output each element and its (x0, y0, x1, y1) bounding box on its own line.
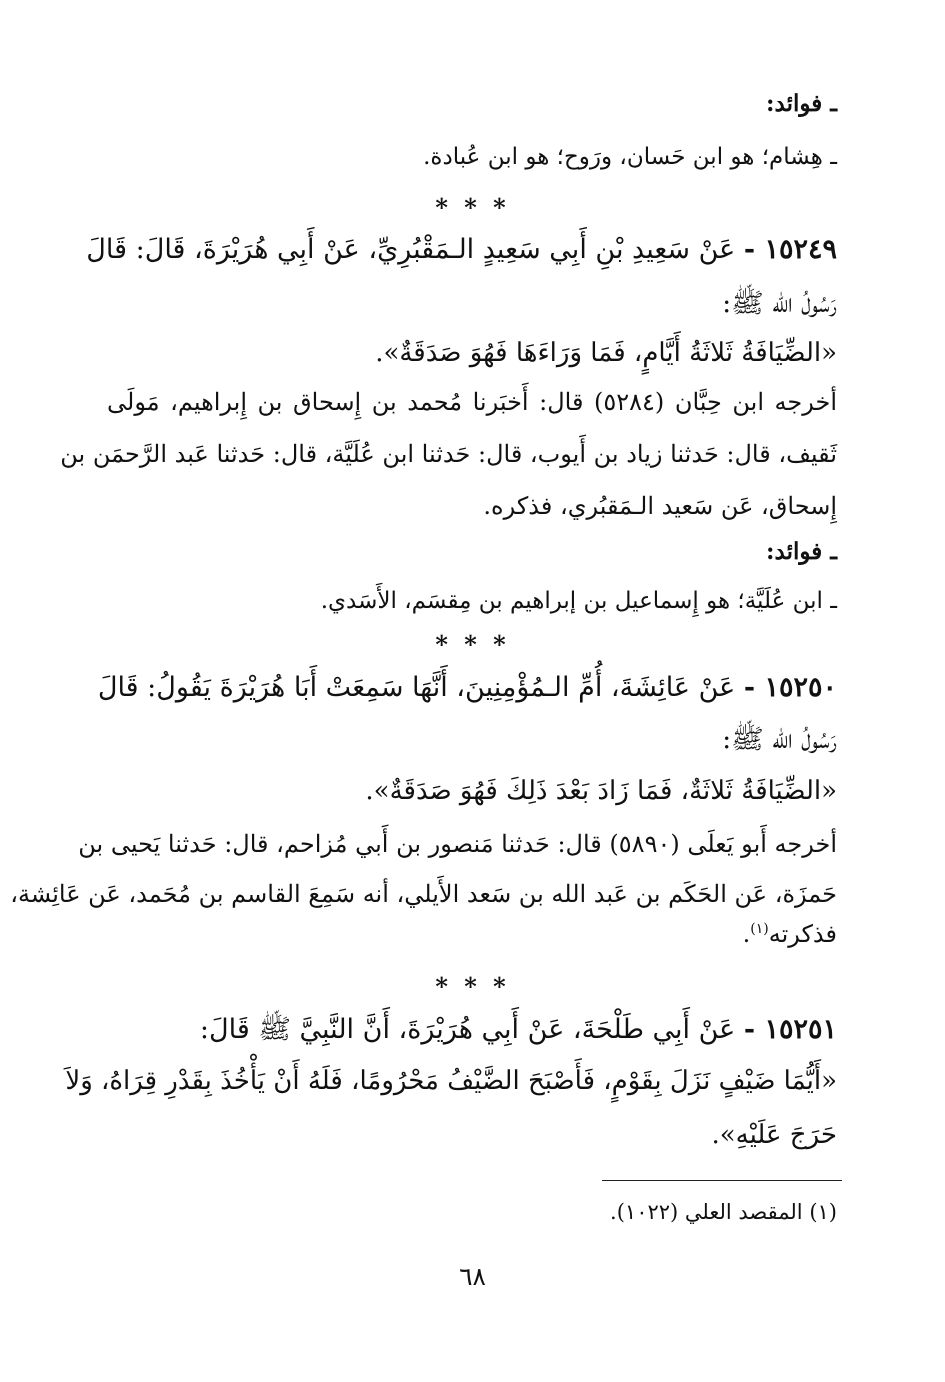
takhrij-line-1: أخرجه أَبو يَعلَى (٥٨٩٠) قال: حَدثنا مَنصور بن أَبي مُزاحم، قال: حَدثنا يَحيى بن (78, 830, 837, 858)
hadith-15251-line-1 (107, 1016, 837, 1043)
hadith-15250-line-1 (97, 672, 837, 703)
takhrij-line-2: حَمزَة، عَن الحَكَم بن عَبد الله بن سَعد الأَيلي، أنه سَمِعَ القاسم بن مُحَمد، عَن عَائِشة، (10, 880, 837, 908)
footnote-ref[interactable]: (١) (750, 921, 769, 937)
takhrij-end: . (742, 920, 751, 948)
page-number: ٦٨ (459, 1262, 486, 1291)
footnote-divider (602, 1180, 842, 1181)
narrator-note: ـ هِشام؛ هو ابن حَسان، ورَوح؛ هو ابن عُبادة. (423, 144, 837, 170)
takhrij-text: فذكرته (768, 920, 837, 948)
hadith-15249-line-1 (86, 234, 837, 265)
hadith-15249-line-2: رَسُولُ الله ﷺ: (722, 288, 837, 319)
hadith-15250-line-2: رَسُولُ الله ﷺ: (722, 724, 837, 755)
section-separator: * * * (435, 630, 510, 659)
takhrij-line-1: أخرجه ابن حِبَّان (٥٢٨٤) قال: أَخبَرنا مُحمد بن إِسحاق بن إِبراهيم، مَولَى (107, 388, 837, 416)
section-separator: * * * (435, 193, 510, 222)
hadith-15251-quote-line-2: حَرَجَ عَلَيْهِ». (711, 1120, 837, 1150)
takhrij-line-2: ثَقيف، قال: حَدثنا زياد بن أَيوب، قال: حَدثنا ابن عُلَيَّة، قال: حَدثنا عَبد الرَّحمَن بن (60, 440, 837, 468)
footnote-text: (١) المقصد العلي (١٠٢٢). (610, 1200, 837, 1224)
takhrij-line-3 (107, 922, 837, 946)
hadith-number: ١٥٢٤٩ - (743, 234, 837, 265)
hadith-text: عَنْ عَائِشَةَ، أُمِّ الـمُؤْمِنِينَ، أَنَّهَا سَمِعَتْ أَبَا هُرَيْرَةَ يَقُولُ: قَالَ (97, 672, 736, 703)
hadith-15249-quote: «الضِّيَافَةُ ثَلاثَةُ أَيَّامٍ، فَمَا وَرَاءَهَا فَهُوَ صَدَقَةٌ». (375, 338, 837, 368)
hadith-text: عَنْ أَبِي طَلْحَةَ، عَنْ أَبِي هُرَيْرَةَ، أَنَّ النَّبِيَّ ﷺ قَالَ: (199, 1014, 736, 1045)
hadith-15251-quote-line-1: «أَيُّمَا ضَيْفٍ نَزَلَ بِقَوْمٍ، فَأَصْبَحَ الضَّيْفُ مَحْرُومًا، فَلَهُ أَنْ يَأْخُذَ بِقَدْرِ قِرَاهُ، وَلاَ (65, 1066, 837, 1096)
hadith-number: ١٥٢٥١ - (743, 1014, 837, 1045)
section-separator: * * * (435, 972, 510, 1001)
takhrij-line-3: إِسحاق، عَن سَعيد الـمَقبُري، فذكره. (483, 492, 837, 520)
fawaid-label: ـ فوائد: (766, 90, 837, 117)
hadith-text: عَنْ سَعِيدِ بْنِ أَبِي سَعِيدٍ الـمَقْبُرِيِّ، عَنْ أَبِي هُرَيْرَةَ، قَالَ: قَالَ (86, 234, 736, 265)
fawaid-label: ـ فوائد: (766, 538, 837, 565)
hadith-15250-quote: «الضِّيَافَةُ ثَلاثَةٌ، فَمَا زَادَ بَعْدَ ذَلِكَ فَهُوَ صَدَقَةٌ». (365, 776, 837, 806)
hadith-number: ١٥٢٥٠ - (743, 672, 837, 703)
narrator-note: ـ ابن عُلَيَّة؛ هو إِسماعيل بن إبراهيم بن مِقسَم، الأَسَدي. (320, 588, 837, 614)
